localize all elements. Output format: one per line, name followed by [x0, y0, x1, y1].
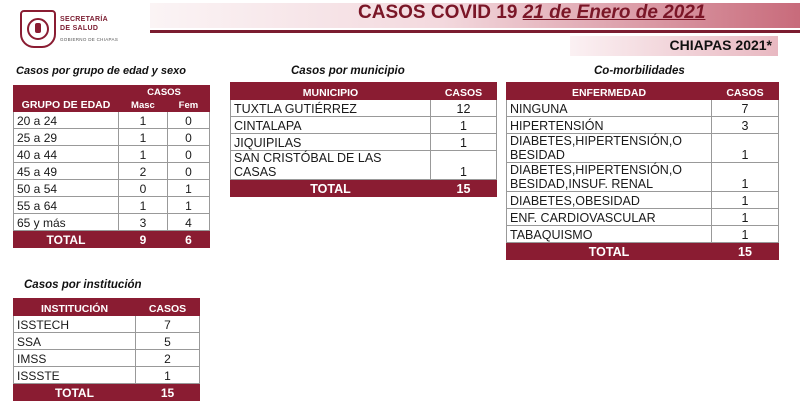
- total-row: [507, 243, 779, 260]
- table-row: [14, 163, 210, 180]
- header-rule: [150, 30, 800, 33]
- logo-line3: GOBIERNO DE CHIAPAS: [60, 37, 119, 42]
- cell-municipio: JIQUIPILAS: [231, 134, 431, 151]
- cell-line: DIABETES,HIPERTENSIÓN,O: [510, 163, 683, 177]
- cell-institucion: SSA: [14, 333, 136, 350]
- cell-fem: 0: [167, 129, 209, 146]
- table-row: [231, 100, 497, 117]
- title-prefix: CASOS COVID 19: [358, 2, 523, 23]
- table-row: [14, 316, 200, 333]
- municipio-title: Casos por municipio: [291, 65, 405, 77]
- comorbilidades-table: [506, 82, 779, 260]
- cell-municipio: CINTALAPA: [231, 117, 431, 134]
- cell-masc: 3: [119, 214, 168, 231]
- cell-municipio: TUXTLA GUTIÉRREZ: [231, 100, 431, 117]
- header-municipio: MUNICIPIO: [231, 83, 431, 100]
- cell-fem: 0: [167, 146, 209, 163]
- cell-masc: 1: [119, 146, 168, 163]
- table-row: [507, 226, 779, 243]
- cell-line: BESIDAD,INSUF. RENAL: [510, 177, 654, 191]
- table-row: [14, 214, 210, 231]
- total-label: TOTAL: [507, 243, 712, 260]
- cell-cases: 1: [136, 367, 200, 384]
- cell-institucion: ISSSTE: [14, 367, 136, 384]
- age-sex-table: [13, 85, 210, 248]
- header-cases: CASOS: [136, 299, 200, 316]
- total-row: [231, 180, 497, 197]
- table-row: [14, 180, 210, 197]
- cell-cases: 5: [136, 333, 200, 350]
- chiapas-seal-icon: [20, 10, 56, 48]
- header-masc: Masc: [119, 99, 168, 112]
- logo-line2: DE SALUD: [60, 25, 99, 32]
- cell-enfermedad: NINGUNA: [507, 100, 712, 117]
- table-row: [231, 151, 497, 180]
- header-fem: Fem: [167, 99, 209, 112]
- table-row: [14, 350, 200, 367]
- cell-line: BESIDAD: [510, 148, 565, 162]
- cell-cases: 1: [431, 134, 497, 151]
- total-masc: 9: [119, 231, 168, 248]
- cell-group: 25 a 29: [14, 129, 119, 146]
- header-enfermedad: ENFERMEDAD: [507, 83, 712, 100]
- cell-group: 65 y más: [14, 214, 119, 231]
- cell-cases: 12: [431, 100, 497, 117]
- cell-enfermedad: DIABETES,OBESIDAD: [507, 192, 712, 209]
- logo-line1: SECRETARÍA: [60, 16, 108, 23]
- age-sex-title: Casos por grupo de edad y sexo: [16, 65, 186, 77]
- total-label: TOTAL: [231, 180, 431, 197]
- cell-enfermedad: ENF. CARDIOVASCULAR: [507, 209, 712, 226]
- cell-masc: 1: [119, 129, 168, 146]
- cell-institucion: IMSS: [14, 350, 136, 367]
- cell-fem: 0: [167, 163, 209, 180]
- cell-line: SAN CRISTÓBAL DE LAS: [234, 151, 382, 165]
- table-row: [507, 163, 779, 192]
- cell-cases: 1: [712, 192, 779, 209]
- header-group: GRUPO DE EDAD: [14, 86, 119, 112]
- institucion-table: [13, 298, 200, 401]
- cell-enfermedad: [507, 163, 712, 192]
- table-row: [507, 117, 779, 134]
- cell-enfermedad: [507, 134, 712, 163]
- cell-group: 45 a 49: [14, 163, 119, 180]
- cell-fem: 1: [167, 180, 209, 197]
- cell-cases: 7: [136, 316, 200, 333]
- cell-masc: 0: [119, 180, 168, 197]
- cell-fem: 0: [167, 112, 209, 129]
- cell-cases: 2: [136, 350, 200, 367]
- total-value: 15: [431, 180, 497, 197]
- cell-enfermedad: TABAQUISMO: [507, 226, 712, 243]
- municipio-table: [230, 82, 497, 197]
- total-fem: 6: [167, 231, 209, 248]
- cell-cases: 7: [712, 100, 779, 117]
- table-row: [14, 146, 210, 163]
- table-row: [14, 197, 210, 214]
- comorbilidades-title: Co-morbilidades: [594, 65, 685, 77]
- table-row: [231, 117, 497, 134]
- cell-line: DIABETES,HIPERTENSIÓN,O: [510, 134, 683, 148]
- header-cases: CASOS: [431, 83, 497, 100]
- institucion-title: Casos por institución: [24, 279, 142, 291]
- subtitle-band: [570, 36, 778, 56]
- cell-cases: 1: [431, 117, 497, 134]
- total-label: TOTAL: [14, 231, 119, 248]
- table-row: [14, 333, 200, 350]
- cell-line: CASAS: [234, 165, 277, 179]
- page-subtitle: CHIAPAS 2021*: [669, 37, 772, 53]
- table-row: [231, 134, 497, 151]
- cell-cases: 1: [712, 226, 779, 243]
- table-row: [507, 192, 779, 209]
- header-cases: CASOS: [119, 86, 210, 99]
- cell-cases: 1: [712, 163, 779, 192]
- cell-group: 55 a 64: [14, 197, 119, 214]
- total-row: [14, 231, 210, 248]
- cell-group: 50 a 54: [14, 180, 119, 197]
- title-date: 21 de Enero de 2021: [522, 2, 706, 23]
- cell-group: 40 a 44: [14, 146, 119, 163]
- cell-institucion: ISSTECH: [14, 316, 136, 333]
- cell-enfermedad: HIPERTENSIÓN: [507, 117, 712, 134]
- cell-masc: 2: [119, 163, 168, 180]
- cell-municipio: [231, 151, 431, 180]
- table-row: [14, 112, 210, 129]
- cell-cases: 3: [712, 117, 779, 134]
- total-value: 15: [136, 384, 200, 401]
- cell-masc: 1: [119, 112, 168, 129]
- cell-masc: 1: [119, 197, 168, 214]
- header-cases: CASOS: [712, 83, 779, 100]
- table-row: [507, 209, 779, 226]
- cell-fem: 1: [167, 197, 209, 214]
- cell-fem: 4: [167, 214, 209, 231]
- page-title: [358, 2, 705, 24]
- table-row: [507, 134, 779, 163]
- cell-cases: 1: [431, 151, 497, 180]
- total-label: TOTAL: [14, 384, 136, 401]
- cell-cases: 1: [712, 134, 779, 163]
- cell-group: 20 a 24: [14, 112, 119, 129]
- secretaria-salud-logo: [20, 8, 130, 52]
- cell-cases: 1: [712, 209, 779, 226]
- total-row: [14, 384, 200, 401]
- table-row: [507, 100, 779, 117]
- total-value: 15: [712, 243, 779, 260]
- table-row: [14, 129, 210, 146]
- table-row: [14, 367, 200, 384]
- header-institucion: INSTITUCIÓN: [14, 299, 136, 316]
